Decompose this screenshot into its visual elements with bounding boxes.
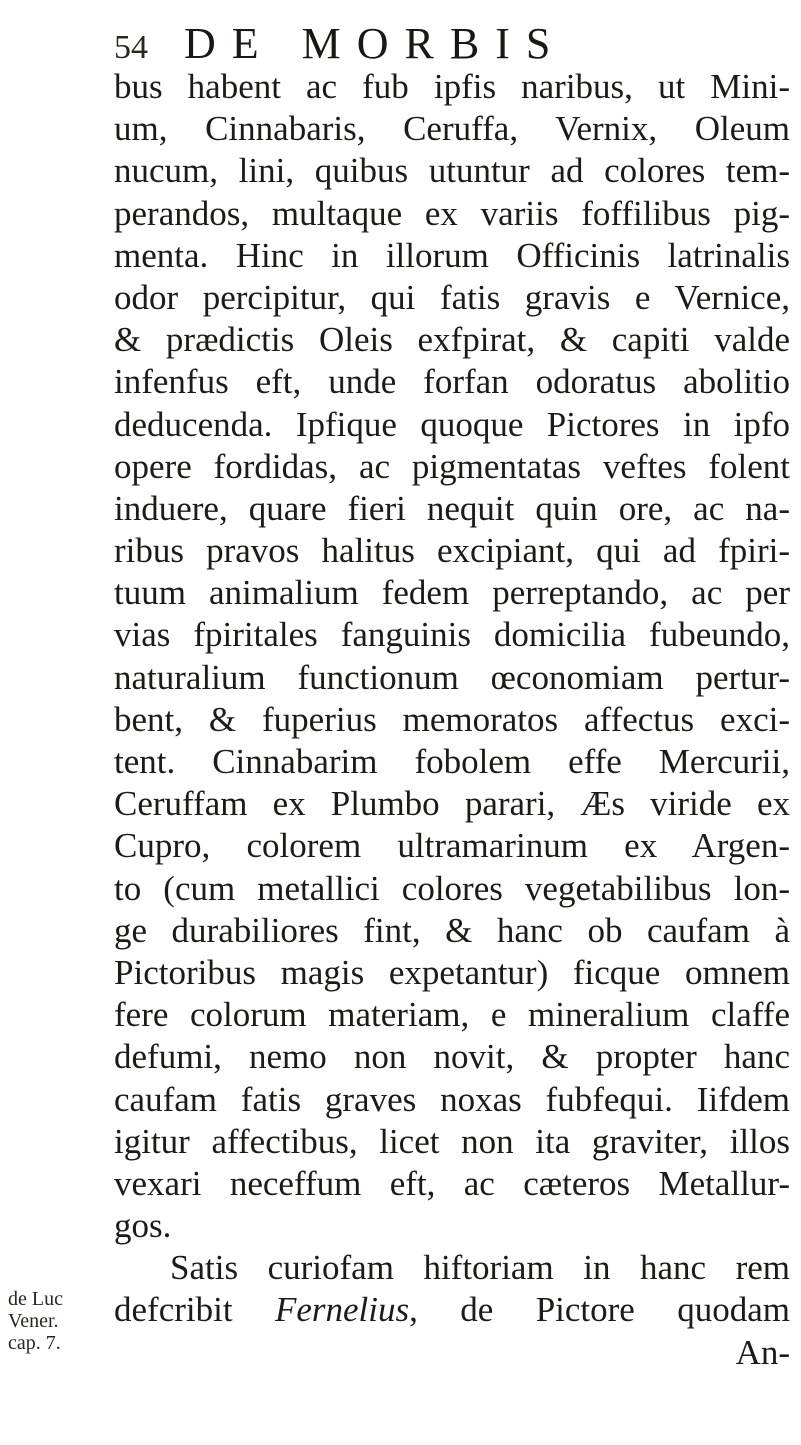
author-name: Fernelius	[274, 1290, 410, 1330]
text-line	[114, 1289, 790, 1331]
text-line: naturalium functionum œconomiam pertur-	[114, 657, 790, 697]
text-line: induere, quare fieri nequit quin ore, ac na-	[114, 488, 790, 528]
text-line: ge durabiliores fint, & hanc ob caufam à	[114, 910, 790, 950]
text-line: & prædictis Oleis exfpirat, & capiti valde	[114, 320, 790, 360]
text-line: gos.	[114, 1206, 172, 1246]
running-title: DE MORBIS	[184, 19, 567, 68]
paragraph-first-line: Satis curiofam hiftoriam in hanc rem	[170, 1248, 790, 1288]
body-text	[114, 66, 790, 1374]
text-fragment: defcribit	[114, 1290, 275, 1330]
text-line: um, Cinnabaris, Ceruffa, Vernix, Oleum	[114, 109, 790, 149]
marginal-note-line: cap. 7.	[8, 1332, 61, 1354]
text-line: igitur affectibus, licet non ita graviter, illos	[114, 1121, 790, 1161]
text-line: opere fordidas, ac pigmentatas veftes folent	[114, 446, 790, 486]
text-line: menta. Hinc in illorum Officinis latrinalis	[114, 235, 790, 275]
text-line: tent. Cinnabarim fobolem effe Mercurii,	[114, 742, 790, 781]
text-line: defumi, nemo non novit, & propter hanc	[114, 1037, 790, 1077]
marginal-note-line: de Luc	[8, 1288, 63, 1310]
marginal-note-line: Vener.	[8, 1310, 59, 1332]
running-head	[114, 19, 567, 68]
text-fragment: , de Pictore quodam	[409, 1290, 790, 1330]
text-line: perandos, multaque ex variis foffilibus pig-	[114, 193, 790, 233]
page-number: 54	[114, 29, 148, 66]
text-line: nucum, lini, quibus utuntur ad colores tem-	[114, 151, 790, 191]
text-line: infenfus eft, unde forfan odoratus abolitio	[114, 362, 790, 402]
text-line: Ceruffam ex Plumbo parari, Æs viride ex	[114, 784, 790, 824]
text-line: deducenda. Ipfique quoque Pictores in ipfo	[114, 404, 790, 444]
text-line: ribus pravos halitus excipiant, qui ad fpiri-	[114, 531, 790, 571]
text-line: bent, & fuperius memoratos affectus exci-	[114, 699, 790, 739]
text-line: vias fpiritales fanguinis domicilia fubeundo,	[114, 615, 790, 655]
text-line: odor percipitur, qui fatis gravis e Vernice,	[114, 277, 790, 317]
text-line: vexari neceffum eft, ac cæteros Metallur-	[114, 1163, 790, 1203]
catchword: An-	[735, 1332, 790, 1372]
text-line: Pictoribus magis expetantur) ficque omnem	[114, 952, 790, 992]
text-line: caufam fatis graves noxas fubfequi. Iifdem	[114, 1079, 790, 1119]
text-line: tuum animalium fedem perreptando, ac per	[114, 573, 790, 613]
text-line: Cupro, colorem ultramarinum ex Argen-	[114, 826, 790, 866]
marginal-note	[8, 1288, 100, 1354]
text-line: to (cum metallici colores vegetabilibus lon-	[114, 868, 790, 908]
text-line: fere colorum materiam, e mineralium claffe	[114, 995, 790, 1035]
text-line: bus habent ac fub ipfis naribus, ut Mini-	[114, 67, 790, 106]
